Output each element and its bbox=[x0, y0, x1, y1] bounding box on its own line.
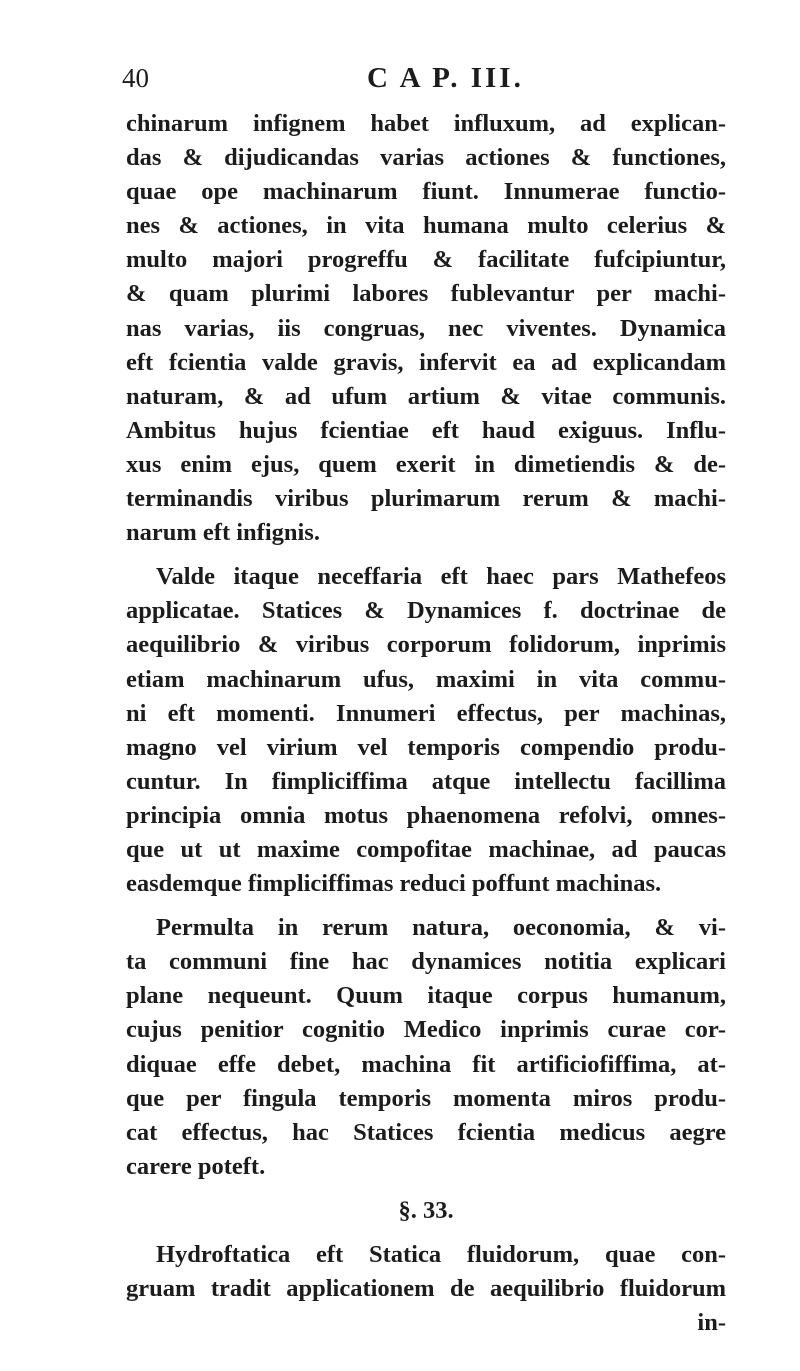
text-line: ni eft momenti. Innumeri effectus, per machinas, bbox=[126, 699, 726, 727]
text-line: nas varias, iis congruas, nec viventes. Dynamica bbox=[126, 314, 726, 342]
text-line: ta communi fine hac dynamices notitia explicari bbox=[126, 948, 726, 976]
text-line: terminandis viribus plurimarum rerum & machi- bbox=[126, 485, 726, 513]
text-line: cujus penitior cognitio Medico inprimis curae cor- bbox=[126, 1016, 726, 1044]
text-line: chinarum infignem habet influxum, ad explican- bbox=[126, 110, 726, 137]
catchword: in- bbox=[697, 1309, 726, 1337]
text-line: que per fingula temporis momenta miros produ- bbox=[126, 1084, 726, 1112]
body-text bbox=[126, 107, 726, 1340]
text-line: multo majori progreffu & facilitate fufcipiuntur, bbox=[126, 246, 726, 274]
text-line: naturam, & ad ufum artium & vitae communis. bbox=[126, 382, 726, 410]
page-header bbox=[122, 58, 722, 98]
text-line: gruam tradit applicationem de aequilibrio fluidorum bbox=[126, 1275, 726, 1303]
text-line: Hydroftatica eft Statica fluidorum, quae con- bbox=[156, 1241, 726, 1268]
running-head: C A P. III. bbox=[367, 62, 524, 94]
text-line: cat effectus, hac Statices fcientia medicus aegre bbox=[126, 1118, 726, 1146]
text-line: narum eft infignis. bbox=[126, 519, 320, 547]
text-line: que ut ut maxime compofitae machinae, ad paucas bbox=[126, 835, 726, 863]
text-line: das & dijudicandas varias actiones & functiones, bbox=[126, 144, 726, 172]
text-line: nes & actiones, in vita humana multo celerius & bbox=[126, 212, 726, 240]
text-line: Valde itaque neceffaria eft haec pars Mathefeos bbox=[156, 563, 726, 591]
text-line: carere poteft. bbox=[126, 1152, 266, 1180]
text-line: cuntur. In fimpliciffima atque intellectu facillima bbox=[126, 767, 726, 795]
text-line: diquae effe debet, machina fit artificiofiffima, at- bbox=[126, 1050, 726, 1078]
text-line: etiam machinarum ufus, maximi in vita commu- bbox=[126, 665, 726, 693]
text-line: quae ope machinarum fiunt. Innumerae functio- bbox=[126, 178, 726, 206]
text-line: aequilibrio & viribus corporum folidorum, inprimis bbox=[126, 631, 726, 659]
text-line: principia omnia motus phaenomena refolvi, omnes- bbox=[126, 801, 726, 829]
paragraph-2 bbox=[126, 560, 726, 901]
paragraph-4 bbox=[126, 1194, 726, 1340]
text-line: easdemque fimpliciffimas reduci poffunt machinas. bbox=[126, 870, 662, 898]
text-line: xus enim ejus, quem exerit in dimetiendis & de- bbox=[126, 450, 726, 478]
paragraph-1 bbox=[126, 107, 726, 550]
section-mark: §. 33. bbox=[398, 1196, 454, 1224]
text-line: eft fcientia valde gravis, infervit ea ad explicandam bbox=[126, 348, 726, 376]
text-line: magno vel virium vel temporis compendio produ- bbox=[126, 733, 726, 761]
paragraph-3 bbox=[126, 911, 726, 1184]
text-line: & quam plurimi labores fublevantur per machi- bbox=[126, 280, 726, 308]
text-line: applicatae. Statices & Dynamices f. doctrinae de bbox=[126, 597, 726, 625]
text-line: Ambitus hujus fcientiae eft haud exiguus. Influ- bbox=[126, 416, 726, 444]
text-line: Permulta in rerum natura, oeconomia, & vi- bbox=[156, 914, 726, 942]
text-line: plane nequeunt. Quum itaque corpus humanum, bbox=[126, 982, 726, 1010]
page-number: 40 bbox=[122, 63, 149, 93]
